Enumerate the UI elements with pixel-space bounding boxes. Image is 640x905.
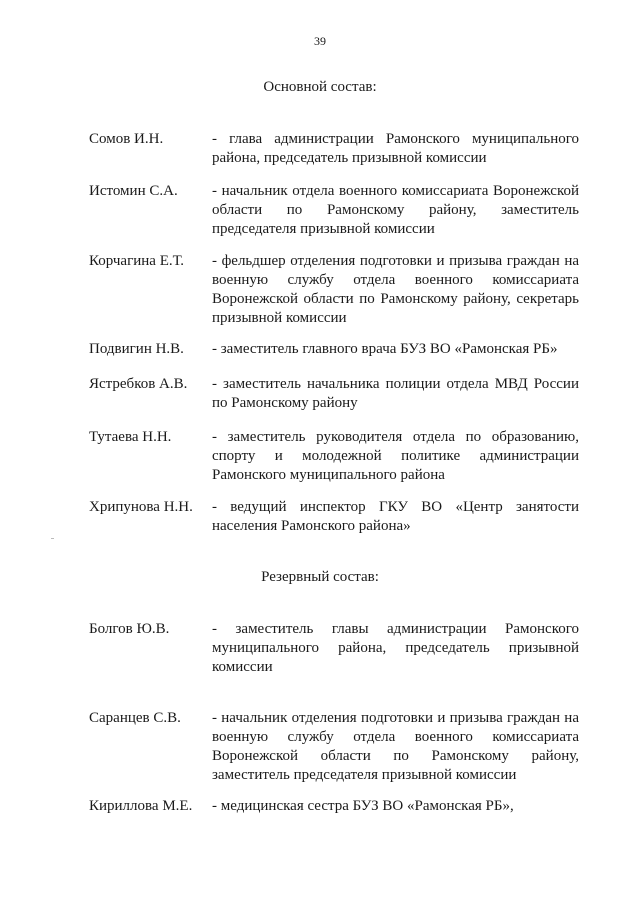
member-name: Болгов Ю.В. [89, 621, 170, 637]
reserve-composition-heading: Резервный состав: [261, 569, 379, 585]
member-role: - заместитель начальника полиции отдела МВД России по Рамонскому району [212, 376, 579, 411]
member-name: Тутаева Н.Н. [89, 429, 172, 445]
member-role: - заместитель главного врача БУЗ ВО «Рамонская РБ» [212, 341, 558, 357]
member-role: - заместитель главы администрации Рамонского муниципального района, председатель призывной комиссии [212, 621, 579, 675]
main-composition-heading: Основной состав: [263, 79, 377, 95]
member-role: - заместитель руководителя отдела по образованию, спорту и молодежной политике администрации Рамонского муниципального района [212, 429, 579, 483]
member-role: - глава администрации Рамонского муниципального района, председатель призывной комиссии [212, 131, 579, 166]
member-name: Саранцев С.В. [89, 710, 181, 726]
member-role: - начальник отдела военного комиссариата Воронежской области по Рамонскому району, заместитель председателя призывной комиссии [212, 183, 579, 237]
member-name: Ястребков А.В. [89, 376, 188, 392]
member-role: - ведущий инспектор ГКУ ВО «Центр занятости населения Рамонского района» [212, 499, 579, 534]
member-role: - фельдшер отделения подготовки и призыва граждан на военную службу отдела военного комиссариата Воронежской области по Рамонскому району, секретарь призывной комиссии [212, 253, 579, 326]
member-name: Подвигин Н.В. [89, 341, 184, 357]
member-name: Корчагина Е.Т. [89, 253, 185, 269]
margin-mark [51, 538, 54, 539]
member-name: Сомов И.Н. [89, 131, 164, 147]
member-name: Кириллова М.Е. [89, 798, 193, 814]
member-name: Истомин С.А. [89, 183, 178, 199]
member-role: - медицинская сестра БУЗ ВО «Рамонская РБ», [212, 798, 514, 814]
page-number: 39 [314, 34, 326, 48]
member-role: - начальник отделения подготовки и призыва граждан на военную службу отдела военного комиссариата Воронежской области по Рамонскому району, заместитель председателя призывной комиссии [212, 710, 579, 783]
member-name: Хрипунова Н.Н. [89, 499, 193, 515]
